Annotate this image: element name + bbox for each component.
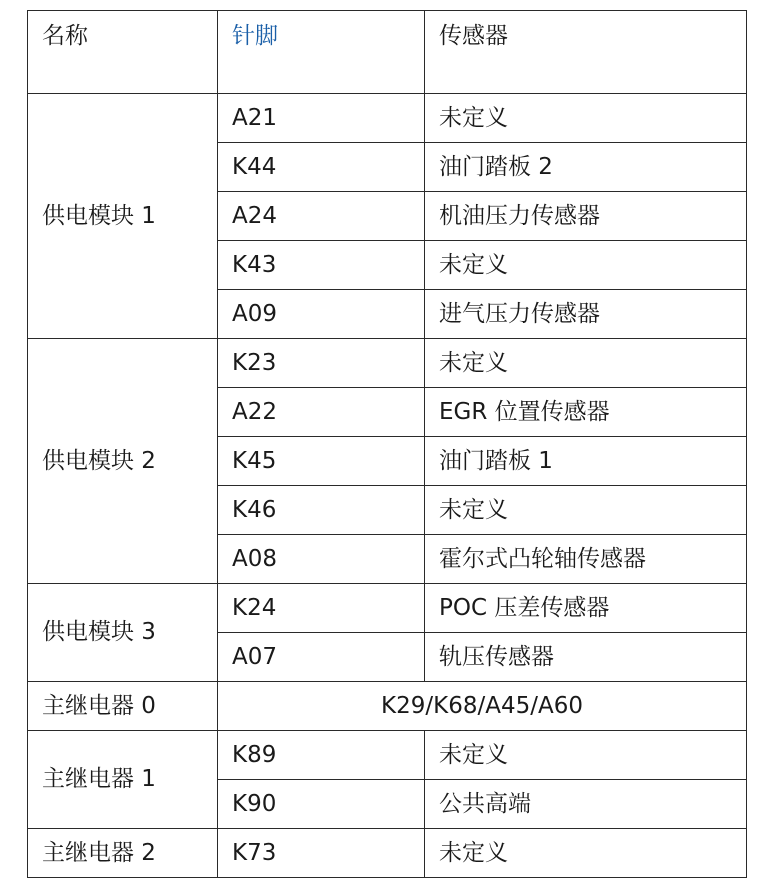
group-name: 主继电器 1	[28, 731, 218, 829]
pin-cell: K46	[218, 486, 425, 535]
pin-cell: K89	[218, 731, 425, 780]
group-name: 供电模块 3	[28, 584, 218, 682]
pin-sensor-table	[27, 10, 747, 878]
pin-cell: A09	[218, 290, 425, 339]
sensor-cell: 霍尔式凸轮轴传感器	[425, 535, 747, 584]
sensor-cell: EGR 位置传感器	[425, 388, 747, 437]
pin-cell: A21	[218, 94, 425, 143]
sensor-cell: 机油压力传感器	[425, 192, 747, 241]
table-row	[28, 584, 747, 633]
pin-cell: K44	[218, 143, 425, 192]
pin-cell: K73	[218, 829, 425, 878]
header-pin: 针脚	[218, 11, 425, 94]
sensor-cell: 油门踏板 2	[425, 143, 747, 192]
sensor-cell: 油门踏板 1	[425, 437, 747, 486]
header-name: 名称	[28, 11, 218, 94]
sensor-cell: 未定义	[425, 339, 747, 388]
pin-cell: K23	[218, 339, 425, 388]
group-name: 主继电器 0	[28, 682, 218, 731]
sensor-cell: 轨压传感器	[425, 633, 747, 682]
header-row	[28, 11, 747, 94]
sensor-cell: 未定义	[425, 829, 747, 878]
merged-pins-cell: K29/K68/A45/A60	[218, 682, 747, 731]
pin-cell: A22	[218, 388, 425, 437]
table-row	[28, 94, 747, 143]
pin-cell: K43	[218, 241, 425, 290]
sensor-cell: 进气压力传感器	[425, 290, 747, 339]
group-name: 供电模块 2	[28, 339, 218, 584]
pin-cell: A07	[218, 633, 425, 682]
pin-cell: K90	[218, 780, 425, 829]
sensor-cell: 公共高端	[425, 780, 747, 829]
pin-cell: A08	[218, 535, 425, 584]
sensor-cell: 未定义	[425, 94, 747, 143]
pin-cell: K45	[218, 437, 425, 486]
sensor-cell: 未定义	[425, 486, 747, 535]
table-row	[28, 829, 747, 878]
pin-cell: K24	[218, 584, 425, 633]
table-row	[28, 731, 747, 780]
pin-cell: A24	[218, 192, 425, 241]
sensor-cell: 未定义	[425, 731, 747, 780]
sensor-cell: POC 压差传感器	[425, 584, 747, 633]
table-body	[28, 11, 747, 878]
group-name: 主继电器 2	[28, 829, 218, 878]
sensor-cell: 未定义	[425, 241, 747, 290]
group-name: 供电模块 1	[28, 94, 218, 339]
header-sensor: 传感器	[425, 11, 747, 94]
table-row	[28, 339, 747, 388]
table-row	[28, 682, 747, 731]
